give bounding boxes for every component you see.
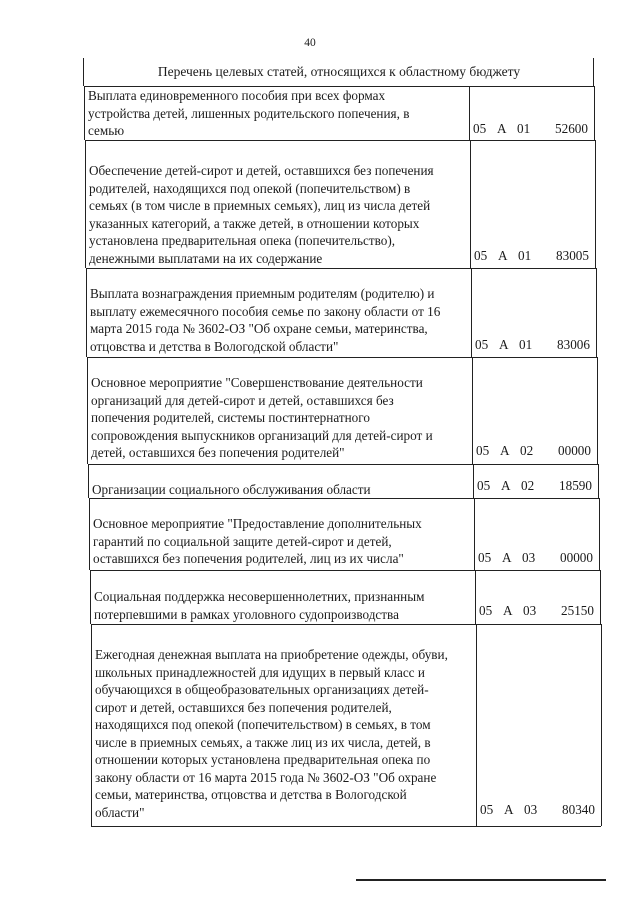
table-rule [470, 140, 471, 268]
description-line: Основное мероприятие "Предоставление дополнительных [93, 516, 422, 531]
code-activity: 02 [521, 478, 535, 493]
table-rule [87, 357, 88, 464]
description-line: марта 2015 года № 3602-ОЗ "Об охране семьи, материнства, [90, 321, 428, 336]
description-line: денежными выплатами на их содержание [89, 250, 323, 266]
code-subprogram: А [499, 337, 509, 352]
code-direction: 80340 [562, 802, 595, 817]
description-line: выплату ежемесячного пособия семье по закону области от 16 [90, 303, 441, 319]
description-line: сопровождения выпускников организаций для детей-сирот и [91, 427, 433, 443]
table-rule [86, 268, 596, 269]
row-description [91, 374, 433, 462]
table-rule [474, 498, 475, 570]
description-line: указанных категорий, а также детей, в отношении которых [89, 215, 420, 231]
code-direction: 00000 [558, 443, 591, 458]
bottom-rule [356, 879, 606, 881]
table-rule [472, 357, 473, 464]
table-rule [89, 498, 90, 570]
description-line: Организации социального обслуживания области [92, 482, 371, 497]
table-rule [594, 86, 595, 140]
description-line: семью [88, 123, 125, 138]
description-line: родителей, находящихся под опекой (попечительством) в [89, 180, 411, 196]
description-line: области" [95, 804, 145, 820]
code-program: 05 [478, 550, 492, 565]
code-program: 05 [477, 478, 491, 493]
table-rule [600, 570, 601, 624]
table-rule [84, 86, 85, 140]
table-rule [87, 357, 597, 358]
description-line: Обеспечение детей-сирот и детей, оставшихся без попечения [89, 163, 434, 178]
code-subprogram: А [500, 443, 510, 458]
description-line: находящихся под опекой (попечительством) в семьях, в том [95, 717, 431, 732]
code-direction: 52600 [555, 121, 588, 136]
code-direction: 25150 [561, 603, 594, 618]
description-line: семьи, материнства, отцовства и детства в Вологодской [95, 787, 407, 802]
row-description [95, 646, 448, 821]
description-line: семьях (в том числе в приемных семьях), лиц из числа детей [89, 198, 431, 213]
table-rule [91, 624, 92, 826]
description-line: оставшихся без попечения родителей, лиц из их числа" [93, 551, 404, 566]
code-activity: 03 [523, 603, 537, 618]
table-rule [597, 357, 598, 464]
code-program: 05 [480, 802, 494, 817]
code-subprogram: А [501, 478, 511, 493]
description-line: сирот и детей, оставшихся без попечения родителей, [95, 699, 392, 715]
description-line: обучающихся в общеобразовательных организациях детей- [95, 682, 429, 697]
description-line: Выплата вознаграждения приемным родителям (родителю) и [90, 286, 435, 301]
description-line: установлена предварительная опека (попечительство), [89, 233, 396, 248]
table-rule [90, 570, 600, 571]
description-line: отношении которых установлена предварительная опека по [95, 752, 431, 767]
row-description [94, 588, 424, 623]
table-rule [90, 570, 91, 624]
code-activity: 01 [518, 248, 532, 263]
table-rule [88, 464, 89, 498]
row-description [93, 515, 422, 568]
code-activity: 02 [520, 443, 534, 458]
code-activity: 01 [517, 121, 531, 136]
description-line: числе в приемных семьях, а также лиц из их числа, детей, в [95, 734, 431, 750]
code-activity: 03 [524, 802, 538, 817]
description-line: Ежегодная денежная выплата на приобретение одежды, обуви, [95, 647, 448, 662]
code-program: 05 [474, 248, 488, 263]
code-subprogram: А [498, 248, 508, 263]
code-program: 05 [473, 121, 487, 136]
description-line: Выплата единовременного пособия при всех формах [88, 88, 386, 103]
table-rule [599, 498, 600, 570]
code-direction: 83005 [556, 248, 589, 263]
description-line: Основное мероприятие "Совершенствование деятельности [91, 375, 423, 390]
description-line: потерпевшими в рамках уголовного судопроизводства [94, 606, 399, 622]
code-subprogram: А [497, 121, 507, 136]
code-direction: 00000 [560, 550, 593, 565]
table-rule [469, 86, 470, 140]
table-rule [598, 464, 599, 498]
table-rule [475, 570, 476, 624]
code-program: 05 [476, 443, 490, 458]
code-subprogram: А [502, 550, 512, 565]
description-line: гарантий по социальной защите детей-сирот и детей, [93, 533, 392, 549]
code-subprogram: А [504, 802, 514, 817]
table-rule [85, 140, 595, 141]
table-rule [91, 624, 601, 625]
description-line: детей, оставшихся без попечения родителей" [91, 445, 345, 460]
row-description [92, 481, 371, 499]
code-activity: 03 [522, 550, 536, 565]
code-direction: 18590 [559, 478, 592, 493]
table-rule [596, 268, 597, 357]
row-description [90, 285, 440, 355]
description-line: устройства детей, лишенных родительского попечения, в [88, 105, 410, 121]
description-line: организаций для детей-сирот и детей, оставшихся без [91, 392, 394, 408]
table-rule [471, 268, 472, 357]
code-activity: 01 [519, 337, 533, 352]
table-rule [473, 464, 474, 498]
row-description [89, 162, 434, 267]
description-line: Социальная поддержка несовершеннолетних, признанным [94, 589, 425, 604]
table-rule [595, 140, 596, 268]
table-title: Перечень целевых статей, относящихся к областному бюджету [157, 64, 521, 79]
description-line: школьных принадлежностей для идущих в первый класс и [95, 664, 425, 680]
code-program: 05 [479, 603, 493, 618]
description-line: попечения родителей, системы постинтернатного [91, 410, 370, 425]
table-rule [601, 624, 602, 826]
table-rule [91, 826, 601, 827]
row-description [88, 87, 409, 140]
code-program: 05 [475, 337, 489, 352]
description-line: закону области от 16 марта 2015 года № 3602-ОЗ "Об охране [95, 769, 437, 785]
code-direction: 83006 [557, 337, 590, 352]
table-rule [88, 464, 598, 465]
table-rule [85, 140, 86, 268]
table-rule [476, 624, 477, 826]
table-rule [86, 268, 87, 357]
code-subprogram: А [503, 603, 513, 618]
page-number: 40 [304, 37, 316, 49]
description-line: отцовства и детства в Вологодской области" [90, 338, 339, 354]
